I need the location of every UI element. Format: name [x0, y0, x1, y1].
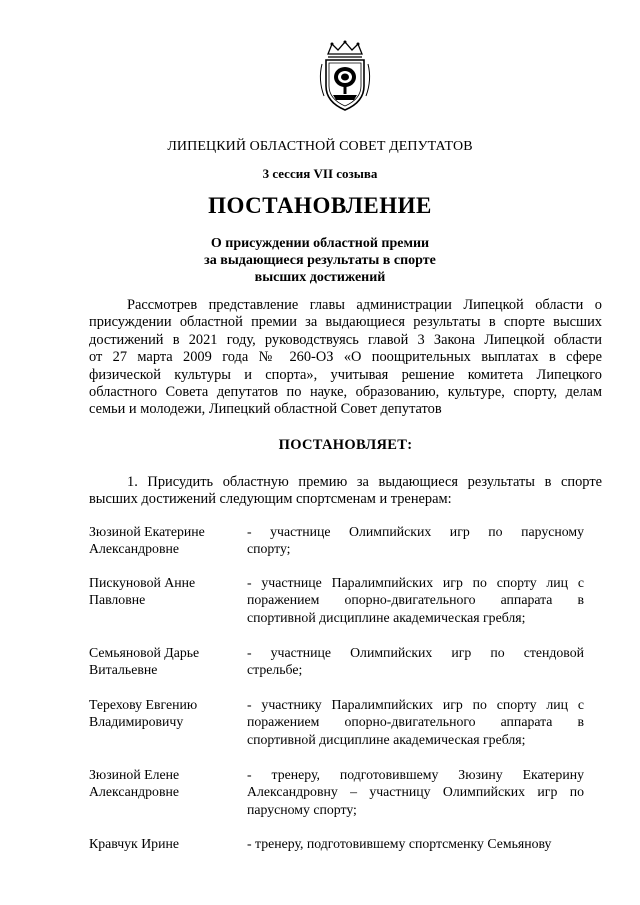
preamble-line: достижений в 2021 году, руководствуясь главой 3 Закона Липецкой области [89, 331, 602, 348]
coat-of-arms-emblem [316, 40, 374, 112]
recipient-description: - участнику Паралимпийских игр по спорту лиц с поражением опорно-двигательного аппарата в спортивной дисциплине академическая гребля; [247, 697, 584, 747]
preamble-line: от 27 марта 2009 года № 260-ОЗ «О поощрительных выплатах в сфере [89, 349, 602, 366]
recipient-description: - тренеру, подготовившему Зюзину Екатерину Александровну – участницу Олимпийских игр по парусному спорту; [247, 767, 584, 817]
preamble-line: семьи и молодежи, Липецкий областной Совет депутатов [89, 401, 442, 418]
recipient-description: - тренеру, подготовившему спортсменку Семьянову [247, 836, 552, 851]
preamble-line: физической культуры и спорта», учитывая решение комитета Липецкого [89, 366, 602, 383]
recipient-name: Семьяновой Дарье Витальевне [89, 645, 200, 678]
item-1-line: высших достижений следующим спортсменам и тренерам: [89, 491, 452, 508]
recipient-name: Зюзиной Елене Александровне [89, 767, 180, 800]
recipient-name: Зюзиной Екатерине Александровне [89, 524, 205, 557]
recipient-name: Пискуновой Анне Павловне [89, 575, 196, 608]
document-type-title: ПОСТАНОВЛЕНИЕ [208, 193, 432, 218]
preamble-line: Рассмотрев представление главы администрации Липецкой области о [127, 297, 602, 313]
recipient-description: - участнице Олимпийских игр по стендовой стрельбе; [247, 645, 584, 678]
preamble-line: присуждении областной премии за выдающиеся результаты в спорте высших [89, 314, 602, 331]
council-name: ЛИПЕЦКИЙ ОБЛАСТНОЙ СОВЕТ ДЕПУТАТОВ [167, 139, 473, 154]
session-label: 3 сессия VII созыва [262, 166, 378, 181]
preamble-paragraph [89, 297, 602, 419]
subject-line: О присуждении областной премии [210, 236, 430, 251]
item-1-paragraph [89, 474, 602, 509]
document-subject [0, 235, 640, 286]
item-1-line: 1. Присудить областную премию за выдающиеся результаты в спорте [127, 474, 602, 490]
recipient-name: Кравчук Ирине [89, 836, 179, 851]
resolves-heading: ПОСТАНОВЛЯЕТ: [278, 437, 413, 453]
recipient-description: - участнице Олимпийских игр по парусному спорту; [247, 524, 584, 557]
subject-line: за выдающиеся результаты в спорте [204, 253, 436, 268]
recipient-description: - участнице Паралимпийских игр по спорту лиц с поражением опорно-двигательного аппарата в спортивной дисциплине академическая гребля; [247, 575, 584, 625]
recipient-name: Терехову Евгению Владимировичу [89, 697, 198, 730]
subject-line: высших достижений [254, 270, 386, 285]
preamble-line: областного Совета депутатов по науке, образованию, культуре, спорту, делам [89, 383, 602, 400]
